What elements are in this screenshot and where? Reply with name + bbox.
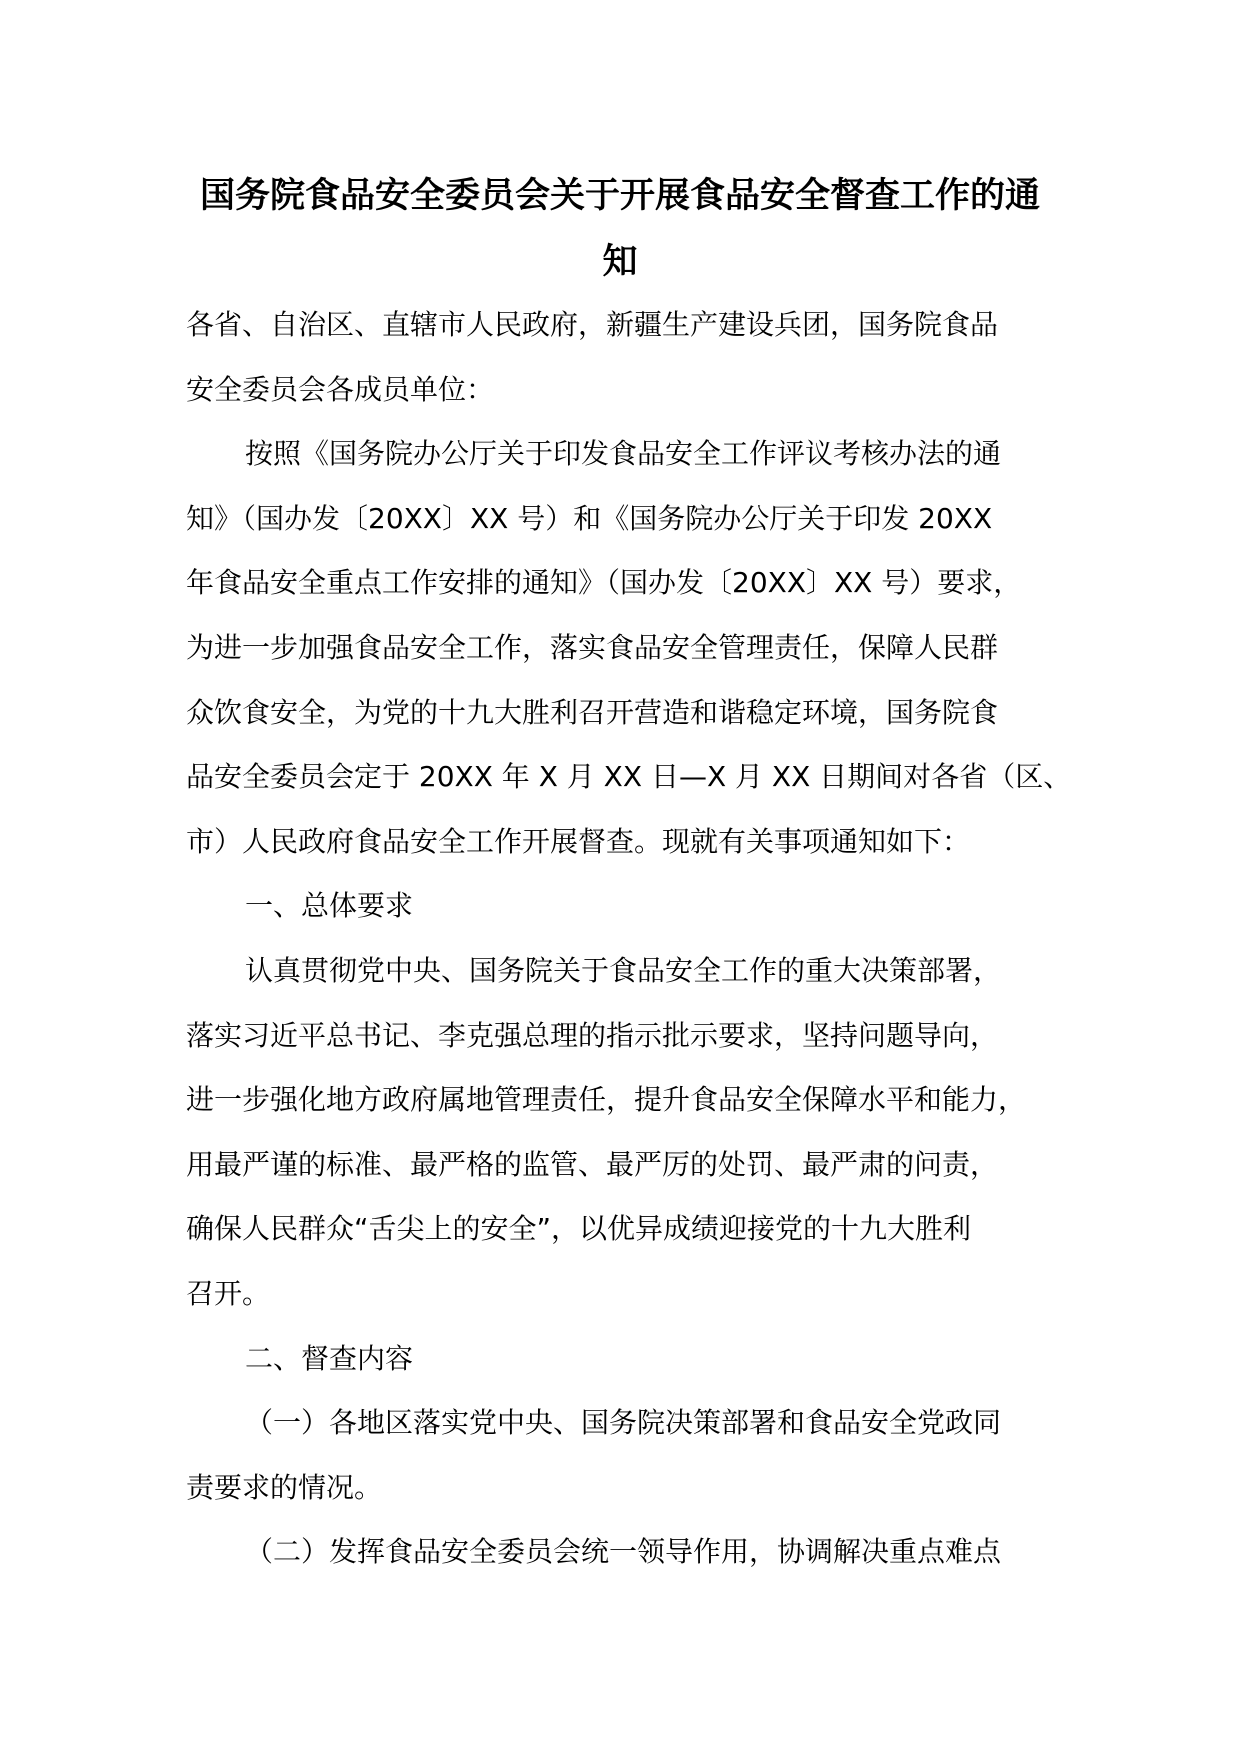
text-line: 用最严谨的标准、最严格的监管、最严厉的处罚、最严肃的问责， bbox=[186, 1147, 999, 1181]
text-line: 按照《国务院办公厅关于印发食品安全工作评议考核办法的通 bbox=[245, 437, 1002, 471]
title-line-2: 知 bbox=[602, 242, 638, 282]
section-heading: 一、总体要求 bbox=[245, 889, 414, 923]
text-line: 各省、自治区、直辖市人民政府，新疆生产建设兵团，国务院食品 bbox=[186, 308, 999, 341]
text-line: 品安全委员会定于 20XX 年 X 月 XX 日—X 月 XX 日期间对各省（区、 bbox=[186, 760, 1072, 794]
document-body bbox=[186, 293, 1072, 1585]
text-line: 安全委员会各成员单位： bbox=[186, 372, 495, 406]
text-line: 召开。 bbox=[186, 1276, 271, 1310]
text-line: 确保人民群众“舌尖上的安全”，以优异成绩迎接党的十九大胜利 bbox=[186, 1212, 972, 1246]
text-line: （一）各地区落实党中央、国务院决策部署和食品安全党政同 bbox=[245, 1406, 1002, 1440]
text-line: 落实习近平总书记、李克强总理的指示批示要求，坚持问题导向， bbox=[186, 1018, 999, 1052]
text-line: 年食品安全重点工作安排的通知》（国办发〔20XX〕XX 号）要求， bbox=[186, 566, 1022, 600]
text-line: 众饮食安全，为党的十九大胜利召开营造和谐稳定环境，国务院食 bbox=[186, 695, 999, 729]
text-line: 市）人民政府食品安全工作开展督查。现就有关事项通知如下： bbox=[186, 824, 971, 858]
text-line: （二）发挥食品安全委员会统一领导作用，协调解决重点难点 bbox=[245, 1535, 1002, 1569]
document-title bbox=[185, 163, 1055, 295]
text-line: 责要求的情况。 bbox=[186, 1470, 383, 1504]
section-heading: 二、督查内容 bbox=[245, 1341, 414, 1375]
text-line: 认真贯彻党中央、国务院关于食品安全工作的重大决策部署， bbox=[245, 953, 1002, 987]
text-line: 知》（国办发〔20XX〕XX 号）和《国务院办公厅关于印发 20XX bbox=[186, 501, 993, 535]
text-line: 为进一步加强食品安全工作，落实食品安全管理责任，保障人民群 bbox=[186, 630, 999, 664]
title-line-1: 国务院食品安全委员会关于开展食品安全督查工作的通 bbox=[199, 176, 1040, 216]
text-line: 进一步强化地方政府属地管理责任，提升食品安全保障水平和能力， bbox=[186, 1083, 1027, 1117]
